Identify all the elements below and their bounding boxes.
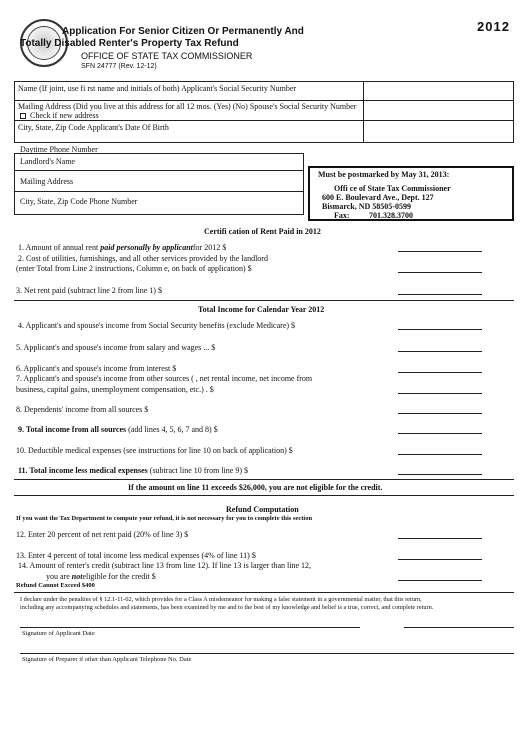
fax-number: 701.328.3700 xyxy=(369,211,413,220)
new-address-checkbox[interactable] xyxy=(20,111,99,120)
declaration-line1: I declare under the penalties of § 12.1-11-02, which provides for a Class A misdemeanor for making a false statement in a governmental matter, that this return, xyxy=(20,596,422,603)
form-title-line2: Totally Disabled Renter's Property Tax Refund xyxy=(20,38,239,49)
line12-label: 12. Enter 20 percent of net rent paid (20% of line 3) $ xyxy=(16,530,189,539)
line14-amount[interactable] xyxy=(398,580,482,581)
preparer-signature-line[interactable] xyxy=(20,653,514,654)
line2-label: 2. Cost of utilities, furnishings, and all other services provided by the landlord xyxy=(18,254,268,263)
line14-suffix: eligible for the credit $ xyxy=(82,572,156,581)
daytime-phone-field[interactable]: Daytime Phone Number xyxy=(20,145,98,154)
eligibility-notice: If the amount on line 11 exceeds $26,000, you are not eligible for the credit. xyxy=(128,483,383,492)
line7-label: 7. Applicant's and spouse's income from other sources ( , net rental income, net income from xyxy=(16,374,313,383)
refund-section-title: Refund Computation xyxy=(226,505,299,514)
line1-amount[interactable] xyxy=(398,251,482,252)
line1-label: 1. Amount of annual rent xyxy=(18,243,101,252)
city-state-zip-field[interactable]: City, State, Zip Code Applicant's Date Of Birth xyxy=(18,123,169,132)
applicant-signature-line[interactable] xyxy=(20,627,360,628)
line14-label: 14. Amount of renter's credit (subtract line 13 from line 12). If line 13 is larger than line 12, xyxy=(18,561,311,570)
line2-label-cont: (enter Total from Line 2 instructions, Column e, on back of application) $ xyxy=(16,264,252,273)
refund-note: If you want the Tax Department to compute your refund, it is not necessary for you to complete this section xyxy=(16,515,313,522)
rent-section-title: Certifi cation of Rent Paid in 2012 xyxy=(204,227,321,236)
line11-amount[interactable] xyxy=(398,474,482,475)
line3-label: 3. Net rent paid (subtract line 2 from line 1) $ xyxy=(16,286,162,295)
mail-street: 600 E. Boulevard Ave., Dept. 127 xyxy=(322,193,434,202)
fax-label: Fax: xyxy=(334,211,350,220)
applicant-date-line[interactable] xyxy=(404,627,514,628)
line3-amount[interactable] xyxy=(398,294,482,295)
landlord-name-field[interactable]: Landlord's Name xyxy=(20,157,75,166)
line11-label: 11. Total income less medical expenses xyxy=(18,466,148,475)
postmark-deadline: Must be postmarked by May 31, 2013: xyxy=(318,170,450,179)
office-name: OFFICE OF STATE TAX COMMISSIONER xyxy=(81,51,253,61)
line1-suffix: for 2012 $ xyxy=(192,243,227,252)
line2-amount[interactable] xyxy=(398,272,482,273)
line10-label: 10. Deductible medical expenses (see instructions for line 10 on back of application) $ xyxy=(16,446,293,455)
refund-cap: Refund Cannot Exceed $400 xyxy=(16,582,95,589)
line13-label: 13. Enter 4 percent of total income less medical expenses (4% of line 11) $ xyxy=(16,551,256,560)
mailing-address-field[interactable]: Mailing Address (Did you live at this address for all 12 mos. (Yes) (No) Spouse's Social Security Number xyxy=(18,102,357,111)
line8-label: 8. Dependents' income from all sources $ xyxy=(16,405,149,414)
line7-amount[interactable] xyxy=(398,393,482,394)
applicant-name-field[interactable]: Name (If joint, use fi rst name and initials of both) Applicant's Social Security Number xyxy=(18,84,297,93)
line7-label-cont: business, capital gains, unemployment compensation, etc.) . $ xyxy=(16,385,214,394)
line13-amount[interactable] xyxy=(398,559,482,560)
line8-amount[interactable] xyxy=(398,413,482,414)
mail-office: Offi ce of State Tax Commissioner xyxy=(334,184,451,193)
line6-label: 6. Applicant's and spouse's income from interest $ xyxy=(16,364,177,373)
line4-amount[interactable] xyxy=(398,329,482,330)
line6-amount[interactable] xyxy=(398,372,482,373)
line14-you: you are xyxy=(46,572,72,581)
line9-amount[interactable] xyxy=(398,433,482,434)
line12-amount[interactable] xyxy=(398,538,482,539)
applicant-signature-label: Signature of Applicant Date xyxy=(22,630,95,637)
form-title-line1: Application For Senior Citizen Or Permanently And xyxy=(62,26,304,37)
line10-amount[interactable] xyxy=(398,454,482,455)
new-address-label: Check if new address xyxy=(30,111,99,120)
line5-label: 5. Applicant's and spouse's income from salary and wages ... $ xyxy=(16,343,216,352)
form-id: SFN 24777 (Rev. 12-12) xyxy=(81,63,157,70)
preparer-signature-label: Signature of Preparer if other than Applicant Telephone No. Date xyxy=(22,656,192,663)
mail-city: Bismarck, ND 58505-0599 xyxy=(322,202,411,211)
landlord-city-field[interactable]: City, State, Zip Code Phone Number xyxy=(20,197,138,206)
line14-not: not xyxy=(71,572,83,581)
line1-emphasis: paid personally by applicant xyxy=(100,243,193,252)
landlord-address-field[interactable]: Mailing Address xyxy=(20,177,74,186)
line9-suffix: (add lines 4, 5, 6, 7 and 8) $ xyxy=(126,425,218,434)
line5-amount[interactable] xyxy=(398,351,482,352)
line11-suffix: (subtract line 10 from line 9) $ xyxy=(147,466,248,475)
declaration-line2: including any accompanying schedules and statements, has been examined by me and to the best of my knowledge and belief is a true, correct, and complete return. xyxy=(20,604,434,611)
line9-label: 9. Total income from all sources xyxy=(18,425,127,434)
line4-label: 4. Applicant's and spouse's income from Social Security benefits (exclude Medicare) $ xyxy=(18,321,296,330)
tax-year: 2012 xyxy=(477,19,510,34)
income-section-title: Total Income for Calendar Year 2012 xyxy=(198,305,325,314)
